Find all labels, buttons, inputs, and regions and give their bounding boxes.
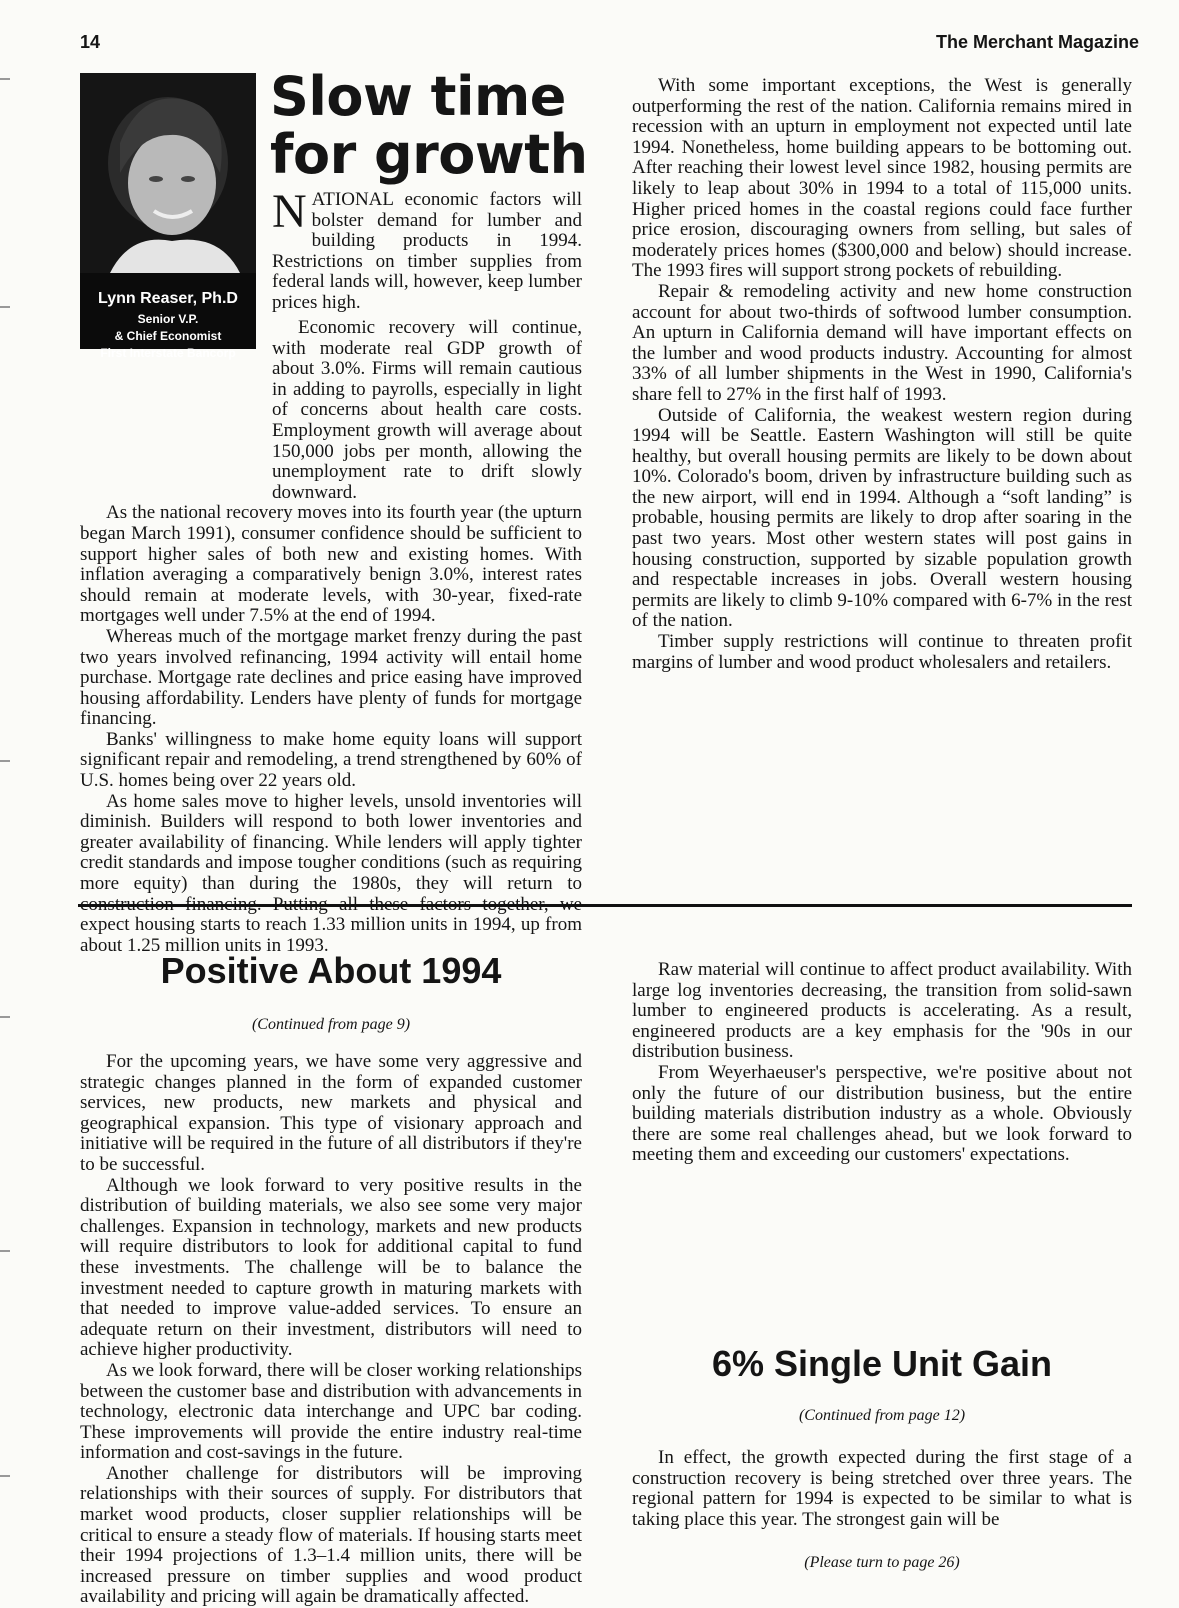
continued-note: (Continued from page 9)	[251, 1016, 411, 1033]
article-body-left: Economic recovery will continue, with moderate real GDP growth of about 3.0%. Firms will remain cautious in adding to payrolls, especially in light of concerns about health care costs. Employment growth will average about 150,000 jobs per month, allowing the unemployment rate to drift slowly downward. As the national recovery moves into its fourth year (the upturn began March 1991), consumer confidence should be sufficient to support higher sales of both new and existing homes. With inflation averaging a comparatively benign 3.0%, interest rates should remain at moderate levels, with 30-year, fixed-rate mortgages well under 7.5% at the end of 1994. Whereas much of the mortgage market frenzy during the past two years involved refinancing, 1994 activity will entail home purchase. Mortgage rate declines and price easing have improved housing affordability. Lenders have plenty of funds for mortgage financing. Banks' willingness to make home equity loans will support significant repair and remodeling, a trend strengthened by 60% of U.S. homes being over 22 years old. As home sales move to higher levels, unsold inventories will diminish. Builders will respond to both lower inventories and greater availability of financing. While lenders will apply tighter credit standards and impose tougher conditions (such as requiring more equity) than during the 1980s, they will return to expect housing starts to reach 1.33 million units in 1994, up from about 1.25 million units in 1993.	[80, 317, 582, 956]
article-title: Slow time for growth	[270, 65, 588, 186]
continued-note: (Please turn to page 26)	[804, 1554, 960, 1571]
article-intro: NATIONAL economic factors will bolster demand for lumber and building products in 1994. Restrictions on timber supplies from federal lands will, however, keep lumber prices high.	[272, 185, 582, 313]
magazine-name: The Merchant Magazine	[935, 32, 1139, 52]
margin-mark	[0, 1016, 10, 1018]
article-body-right: With some important exceptions, the West is generally outperforming the rest of the nation. California remains mired in recession with an upturn in employment not expected until late 1994. Nonetheless, home building appears to be bottoming out. After reaching their lowest level since 1982, housing permits are likely to leap about 30% in 1994 to a total of 115,000 units. Higher priced homes in the coastal regions could face further price erosion, discouraging owners from selling, but sales of moderately prices homes ($300,000 and below) should increase. The 1993 fires will support strong pockets of rebuilding. Repair & remodeling activity and new home construction account for about two-thirds of softwood lumber consumption. An upturn in California demand will have important effects on the lumber and wood products industry. Accounting for almost 33% of all lumber shipments in the West in 1990, California's share fell to 27% in the first half of 1993. Outside of California, the weakest western region during 1994 will be Seattle. Eastern Washington will still be quite healthy, but overall housing permits are likely to be down about 10%. Colorado's boom, driven by infrastructure building such as the new airport, will end in 1994. Although a “soft landing” is probable, housing permits are likely to drop after soaring in the past two years. Most other western states will post gains in housing construction, supported by sizable population growth and respectable increases in jobs. Overall western housing permits are likely to climb 9-10% compared with 6-7% in the rest of the nation. Timber supply restrictions will continue to threaten profit margins of lumber and wood product wholesalers and retailers.	[632, 75, 1132, 673]
article2-body-right: Raw material will continue to affect product availability. With large log inventories decreasing, the transition from solid-sawn lumber to engineered products is accelerating. As a result, engineered products are a key emphasis for the '90s in our distribution business. From Weyerhaeuser's perspective, we're positive about not only the future of our distribution business, but the entire building materials distribution industry as a whole. Obviously there are some real challenges ahead, but we look forward to meeting them and exceeding our customers' expectations.	[632, 959, 1132, 1166]
article2-body-left: For the upcoming years, we have some very aggressive and strategic changes planned in the form of expanded customer services, new products, new markets and physical and geographical expansion. This type of visionary approach and initiative will be required in the future of all distributors if they're to be successful. Although we look forward to very positive results in the distribution of building materials, we also see some very major challenges. Expansion in technology, markets and new products will require distributors to look for additional capital to fund these investments. The challenge will be to balance the investment needed to capture growth in maturing markets with that needed to improve value-added services. To ensure an adequate return on their investment, distributors will need to achieve higher productivity. As we look forward, there will be closer working relationships between the customer base and distribution with advancements in technology, electronic data interchange and UPC bar coding. These improvements will provide the entire industry real-time information and cost-savings in the future. Another challenge for distributors will be improving relationships with their sources of supply. For distributors that market wood products, closer supplier relationships will be critical to ensure a steady flow of materials. If housing starts meet their 1994 projections of 1.3–1.4 million units, there will be increased pressure on timber supplies and wood product availability and pricing will again be dramatically affected.	[80, 1051, 582, 1608]
article2-title-block	[80, 950, 582, 1034]
author-title: Senior V.P.	[137, 312, 199, 326]
article2-title: Positive About 1994	[160, 950, 502, 991]
author-photo	[80, 73, 256, 360]
continued-note: (Continued from page 12)	[798, 1407, 966, 1424]
page-number: 14	[80, 32, 101, 52]
margin-mark	[0, 760, 10, 762]
margin-mark	[0, 1250, 10, 1252]
article3-title: 6% Single Unit Gain	[711, 1343, 1053, 1384]
author-company: First Interstate Bancorp	[100, 346, 236, 360]
portrait-image	[80, 73, 256, 273]
margin-mark	[0, 78, 10, 80]
drop-cap: N	[272, 185, 307, 238]
article3-body: In effect, the growth expected during the first stage of a construction recovery is being stretched over three years. The regional pattern for 1994 is expected to be similar to what is taking place this year. The strongest gain will be	[632, 1447, 1132, 1530]
article3-title-block	[632, 1343, 1132, 1425]
author-title: & Chief Economist	[114, 329, 222, 343]
author-name: Lynn Reaser, Ph.D	[98, 290, 238, 307]
margin-mark	[0, 1475, 10, 1477]
section-divider	[78, 904, 1132, 907]
margin-mark	[0, 306, 10, 308]
